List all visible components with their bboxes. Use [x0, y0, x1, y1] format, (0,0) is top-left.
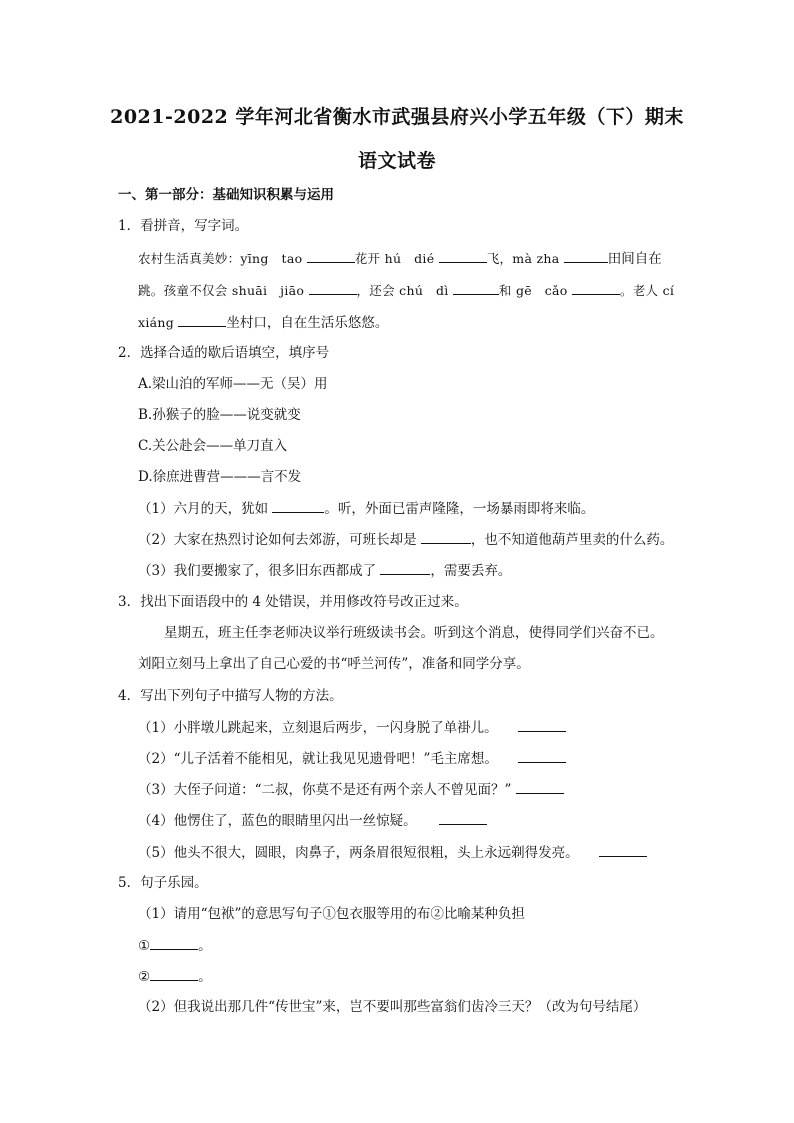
q5-sentence-2: （2）但我说出那几件“传世宝”来，岂不要叫那些富翁们齿冷三天？（改为句号结尾） [138, 999, 647, 1015]
answer-blank[interactable] [516, 779, 564, 794]
page-title-line2: 语文试卷 [357, 150, 436, 172]
answer-blank[interactable] [307, 248, 355, 263]
q4-item-2 [138, 748, 566, 769]
q5-answer-2 [138, 966, 212, 987]
answer-blank[interactable] [518, 717, 566, 732]
q2-sentence-2 [138, 529, 673, 550]
q2-text: 。听，外面已雷声隆隆，一场暴雨即将来临。 [324, 501, 595, 517]
q1-text: 和 gē cǎo [498, 283, 568, 298]
q5-stem: 5．句子乐园。 [118, 875, 208, 891]
answer-blank[interactable] [572, 280, 620, 295]
q2-text: ，也不知道他葫芦里卖的什么药。 [470, 532, 674, 548]
q5-punct: 。 [198, 938, 212, 954]
answer-blank[interactable] [564, 248, 608, 263]
q4-text: （5）他头不很大，圆眼，肉鼻子，两条眉很短很粗，头上永远剃得发亮。 [138, 845, 579, 861]
q5-marker: ② [138, 969, 151, 985]
q4-text: （1）小胖墩儿跳起来，立刻退后两步，一闪身脱了单褂儿。 [138, 720, 498, 736]
q1-text: 农村生活真美妙：yīng tao [138, 251, 303, 266]
q2-stem: 2．选择合适的歇后语填空，填序号 [118, 345, 330, 361]
q1-line3 [138, 312, 388, 333]
q2-option-d: D.徐庶进曹营———言不发 [138, 469, 302, 485]
q2-option-b: B.孙猴子的脸——说变就变 [138, 407, 301, 423]
q4-text: （2）“儿子活着不能相见，就让我见见遗骨吧！”毛主席想。 [138, 751, 498, 767]
q2-text: （2）大家在热烈讨论如何去郊游，可班长却是 [138, 532, 421, 548]
q4-stem: 4．写出下列句子中描写人物的方法。 [118, 688, 343, 704]
q1-text: 田间自在 [607, 251, 662, 267]
q5-punct: 。 [198, 969, 212, 985]
q3-stem: 3．找出下面语段中的 4 处错误，并用修改符号改正过来。 [118, 594, 468, 610]
q1-line1 [138, 248, 662, 269]
q1-text: 飞，mà zha [486, 251, 560, 266]
q1-text: 。老人 cí [619, 283, 675, 298]
q2-sentence-3 [138, 560, 511, 581]
answer-blank[interactable] [178, 312, 226, 327]
answer-blank[interactable] [453, 280, 499, 295]
q4-text: （3）大侄子问道：“二叔，你莫不是还有两个亲人不曾见面？” [138, 782, 512, 798]
q2-text: ，需要丢弃。 [430, 563, 512, 579]
answer-blank[interactable] [421, 529, 471, 544]
q2-text: （3）我们要搬家了，很多旧东西都成了 [138, 563, 381, 579]
q2-text: （1）六月的天，犹如 [138, 501, 273, 517]
q3-paragraph-line1: 星期五，班主任李老师决议举行班级读书会。听到这个消息，使得同学们兴奋不已。 [164, 625, 664, 641]
q1-text: ，还会 chú dì [356, 283, 449, 298]
answer-blank[interactable] [439, 810, 487, 825]
answer-blank[interactable] [439, 248, 487, 263]
q1-line2 [138, 280, 674, 301]
q2-option-a: A.梁山泊的军师——无（吴）用 [138, 376, 328, 392]
answer-blank[interactable] [518, 748, 566, 763]
answer-blank[interactable] [150, 966, 198, 981]
answer-blank[interactable] [150, 935, 198, 950]
section-heading: 一、第一部分：基础知识积累与运用 [118, 187, 334, 203]
q1-text: 坐村口，自在生活乐悠悠。 [226, 315, 389, 331]
q2-sentence-1 [138, 498, 594, 519]
answer-blank[interactable] [380, 560, 430, 575]
q5-marker: ① [138, 938, 151, 954]
answer-blank[interactable] [272, 498, 324, 513]
q5-sentence-1: （1）请用“包袱”的意思写句子①包衣服等用的布②比喻某种负担 [138, 906, 525, 922]
answer-blank[interactable] [599, 842, 647, 857]
q4-item-3 [138, 779, 564, 800]
q1-text: xiáng [138, 315, 175, 330]
q4-item-5 [138, 842, 647, 863]
q1-text: 跳。孩童不仅会 shuāi jiāo [138, 283, 305, 298]
q2-option-c: C.关公赴会——单刀直入 [138, 438, 288, 454]
q4-item-1 [138, 717, 566, 738]
q5-answer-1 [138, 935, 212, 956]
q1-text: 花开 hú dié [354, 251, 435, 266]
answer-blank[interactable] [309, 280, 357, 295]
q4-text: （4）他愣住了，蓝色的眼睛里闪出一丝惊疑。 [138, 813, 417, 829]
q4-item-4 [138, 810, 487, 831]
page-title-line1: 2021-2022 学年河北省衡水市武强县府兴小学五年级（下）期末 [110, 106, 684, 128]
q1-stem: 1．看拼音，写字词。 [118, 218, 249, 234]
q3-paragraph-line2: 刘阳立刻马上拿出了自己心爱的书“呼兰河传”，准备和同学分享。 [138, 656, 530, 672]
